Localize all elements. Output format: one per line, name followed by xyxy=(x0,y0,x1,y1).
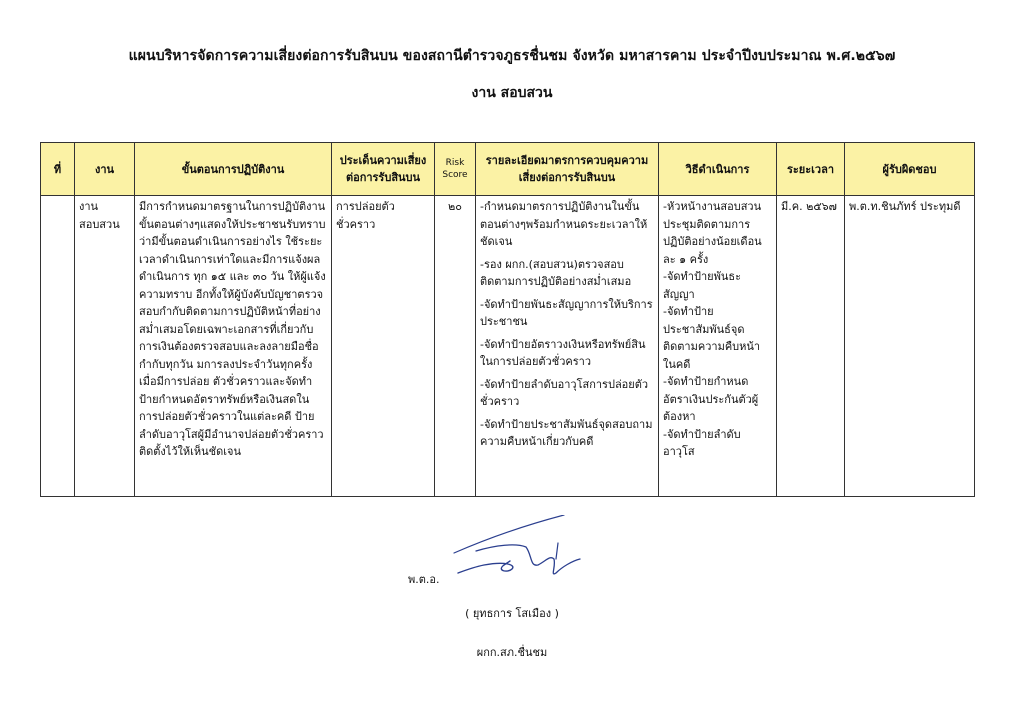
table-row xyxy=(41,196,975,497)
cell-responsible: พ.ต.ท.ชินภัทร์ ประทุมดี xyxy=(845,196,975,497)
handwritten-signature xyxy=(446,515,596,585)
signature-prefix: พ.ต.อ. xyxy=(408,573,440,586)
header-control-details: รายละเอียดมาตรการควบคุมความเสี่ยงต่อการรับสินบน xyxy=(476,143,659,196)
signatory-position: ผกก.สภ.ชื่นชม xyxy=(476,646,548,659)
header-method: วิธีดำเนินการ xyxy=(659,143,777,196)
header-steps: ขั้นตอนการปฏิบัติงาน xyxy=(135,143,332,196)
control-item: -จัดทำป้ายอัตราวงเงินหรือทรัพย์สินในการปล่อยตัวชั่วคราว xyxy=(480,337,646,368)
cell-steps: มีการกำหนดมาตรฐานในการปฏิบัติงาน ขั้นตอนต่างๆแสดงให้ประชาชนรับทราบว่ามีขั้นตอนดำเนินการอย่างไร ใช้ระยะเวลาดำเนินการเท่าใดและมีการแจ้งผลดำเนินการ ทุก ๑๕ และ ๓๐ วัน ให้ผู้แจ้งความทราบ อีกทั้งให้ผู้บังคับบัญชาตรวจสอบกำกับติดตามการปฏิบัติหน้าที่อย่างสม่ำเสมอโดยเฉพาะเอกสารที่เกี่ยวกับการเงินต้องตรวจสอบและลงลายมือชื่อกำกับทุกวัน มการลงประจำวันทุกครั้งเมื่อมีการปล่อย ตัวชั่วคราวและจัดทำป้ายกำหนดอัตราทรัพย์หรือเงินสดในการปล่อยตัวชั่วคราวในแต่ละคดี ป้ายลำดับอาวุโสผู้มีอำนาจปล่อยตัวชั่วคราวติดตั้งไว้ให้เห็นชัดเจน xyxy=(135,196,332,497)
header-responsible: ผู้รับผิดชอบ xyxy=(845,143,975,196)
cell-control-details xyxy=(476,196,659,497)
cell-no xyxy=(41,196,75,497)
control-item: -รอง ผกก.(สอบสวน)ตรวจสอบติดตามการปฏิบัติอย่างสม่ำเสมอ xyxy=(480,257,632,288)
document-title: แผนบริหารจัดการความเสี่ยงต่อการรับสินบน ของสถานีตำรวจภูธรชื่นชม จังหวัด มหาสารคาม ประจำปีงบประมาณ พ.ศ.๒๕๖๗ xyxy=(128,48,896,64)
cell-risk-score: ๒๐ xyxy=(435,196,476,497)
header-work: งาน xyxy=(75,143,135,196)
method-item: -หัวหน้างานสอบสวนประชุมติดตามการปฏิบัติอย่างน้อยเดือนละ ๑ ครั้ง xyxy=(663,200,762,266)
method-item: -จัดทำป้ายประชาสัมพันธ์จุดติดตามความคืบหน้าในคดี xyxy=(663,305,761,371)
cell-risk-issue: การปล่อยตัวชั่วคราว xyxy=(332,196,435,497)
risk-plan-table xyxy=(40,142,975,497)
table-header-row xyxy=(41,143,975,196)
method-item: -จัดทำป้ายกำหนดอัตราเงินประกันตัวผู้ต้องหา xyxy=(663,375,759,423)
header-risk-issue: ประเด็นความเสี่ยงต่อการรับสินบน xyxy=(332,143,435,196)
control-item: -จัดทำป้ายลำดับอาวุโสการปล่อยตัวชั่วคราว xyxy=(480,377,649,408)
header-no: ที่ xyxy=(41,143,75,196)
signatory-name: ( ยุทธการ โสเมือง ) xyxy=(465,607,559,620)
header-risk-score: Risk Score xyxy=(435,143,476,196)
header-period: ระยะเวลา xyxy=(777,143,845,196)
cell-method xyxy=(659,196,777,497)
control-item: -จัดทำป้ายประชาสัมพันธ์จุดสอบถามความคืบหน้าเกี่ยวกับคดี xyxy=(480,417,653,448)
control-item: -กำหนดมาตรการปฏิบัติงานในขั้นตอนต่างๆพร้อมกำหนดระยะเวลาให้ชัดเจน xyxy=(480,200,648,248)
cell-period: มี.ค. ๒๕๖๗ xyxy=(777,196,845,497)
method-item: -จัดทำป้ายพันธะสัญญา xyxy=(663,270,741,301)
control-item: -จัดทำป้ายพันธะสัญญาการให้บริการประชาชน xyxy=(480,297,653,328)
document-subtitle: งาน สอบสวน xyxy=(471,85,553,101)
method-item: -จัดทำป้ายลำดับอาวุโส xyxy=(663,427,741,458)
cell-work: งาน สอบสวน xyxy=(75,196,135,497)
